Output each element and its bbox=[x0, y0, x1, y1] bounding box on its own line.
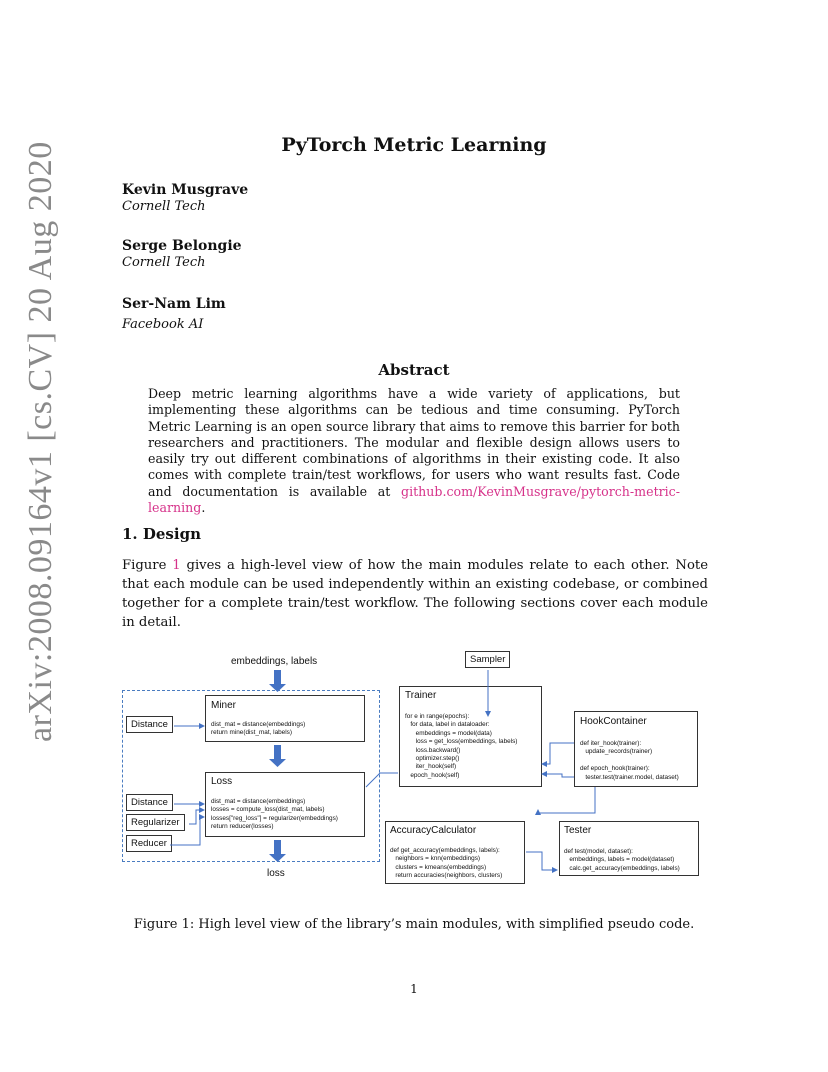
tester-code: def test(model, dataset): embeddings, labels = model(dataset) calc.get_accuracy(embeddings, labels) bbox=[564, 848, 680, 872]
distance-box: Distance bbox=[126, 794, 173, 811]
loss-module-group bbox=[122, 690, 380, 862]
output-label: loss bbox=[267, 868, 285, 879]
section-heading: 1. Design bbox=[122, 525, 201, 543]
miner-code: dist_mat = distance(embeddings) return mine(dist_mat, labels) bbox=[211, 721, 306, 737]
author-name: Serge Belongie bbox=[122, 238, 242, 254]
figure-caption: Figure 1: High level view of the library’s main modules, with simplified pseudo code. bbox=[133, 917, 695, 932]
figure-reference-link[interactable]: 1 bbox=[172, 558, 181, 573]
page-number: 1 bbox=[410, 982, 418, 996]
accuracy-calculator-code: def get_accuracy(embeddings, labels): neighbors = knn(embeddings) clusters = kmeans(embeddings) return accuracies(neighbors, clusters) bbox=[390, 847, 503, 880]
abstract-heading: Abstract bbox=[378, 361, 450, 379]
repository-link[interactable]: github.com/KevinMusgrave/pytorch-metric-learning bbox=[148, 483, 680, 516]
author-affiliation: Cornell Tech bbox=[122, 255, 206, 270]
hook-container-code: def iter_hook(trainer): update_records(trainer) def epoch_hook(trainer): tester.test(trainer.model, dataset) bbox=[580, 740, 679, 781]
abstract-end: . bbox=[201, 500, 206, 516]
paragraph-rest: gives a high-level view of how the main modules relate to each other. Note that each module can be used independently within an existing codebase, or combined together for a complete train/test workflow. The following sections cover each module in detail. bbox=[122, 558, 708, 630]
hook-container-title: HookContainer bbox=[580, 716, 647, 727]
trainer-code: for e in range(epochs): for data, label in dataloader: embeddings = model(data) loss = get_loss(embeddings, labels) loss.backward() optimizer.step() iter_hook(self) epoch_hook(self) bbox=[405, 713, 518, 779]
loss-code: dist_mat = distance(embeddings) losses = compute_loss(dist_mat, labels) losses["reg_loss"] = regularizer(embeddings) return reducer(losses) bbox=[211, 798, 338, 831]
abstract-text bbox=[148, 386, 680, 516]
sampler-box: Sampler bbox=[465, 651, 510, 668]
distance-box: Distance bbox=[126, 716, 173, 733]
author-affiliation: Cornell Tech bbox=[122, 199, 206, 214]
input-label: embeddings, labels bbox=[231, 656, 318, 667]
arxiv-identifier: arXiv:2008.09164v1 [cs.CV] 20 Aug 2020 bbox=[22, 141, 59, 742]
paragraph-start: Figure bbox=[122, 558, 173, 573]
miner-box bbox=[205, 695, 365, 742]
paper-title: PyTorch Metric Learning bbox=[281, 134, 547, 156]
accuracy-calculator-box bbox=[385, 821, 525, 884]
trainer-box bbox=[399, 686, 542, 787]
tester-box bbox=[559, 821, 699, 876]
accuracy-calculator-title: AccuracyCalculator bbox=[390, 825, 477, 836]
loss-title: Loss bbox=[211, 776, 233, 787]
author-name: Kevin Musgrave bbox=[122, 182, 249, 198]
miner-title: Miner bbox=[211, 700, 237, 711]
abstract-body-text: Deep metric learning algorithms have a wide variety of applications, but implementing these algorithms can be tedious and time consuming. PyTorch Metric Learning is an open source library that aims to remove this barrier for both researchers and practitioners. The modular and flexible design allows users to easily try out different combinations of algorithms in their existing code. It also comes with complete train/test workflows, for users who want results fast. Code and documentation is available at bbox=[148, 386, 680, 499]
reducer-box: Reducer bbox=[126, 835, 172, 852]
hook-container-box bbox=[574, 711, 698, 787]
tester-title: Tester bbox=[564, 825, 592, 836]
author-name: Ser-Nam Lim bbox=[122, 296, 226, 312]
regularizer-box: Regularizer bbox=[126, 814, 185, 831]
author-affiliation: Facebook AI bbox=[122, 317, 204, 332]
loss-box bbox=[205, 772, 365, 837]
section-paragraph bbox=[122, 556, 708, 632]
trainer-title: Trainer bbox=[405, 690, 437, 701]
block-arrow bbox=[269, 670, 286, 862]
